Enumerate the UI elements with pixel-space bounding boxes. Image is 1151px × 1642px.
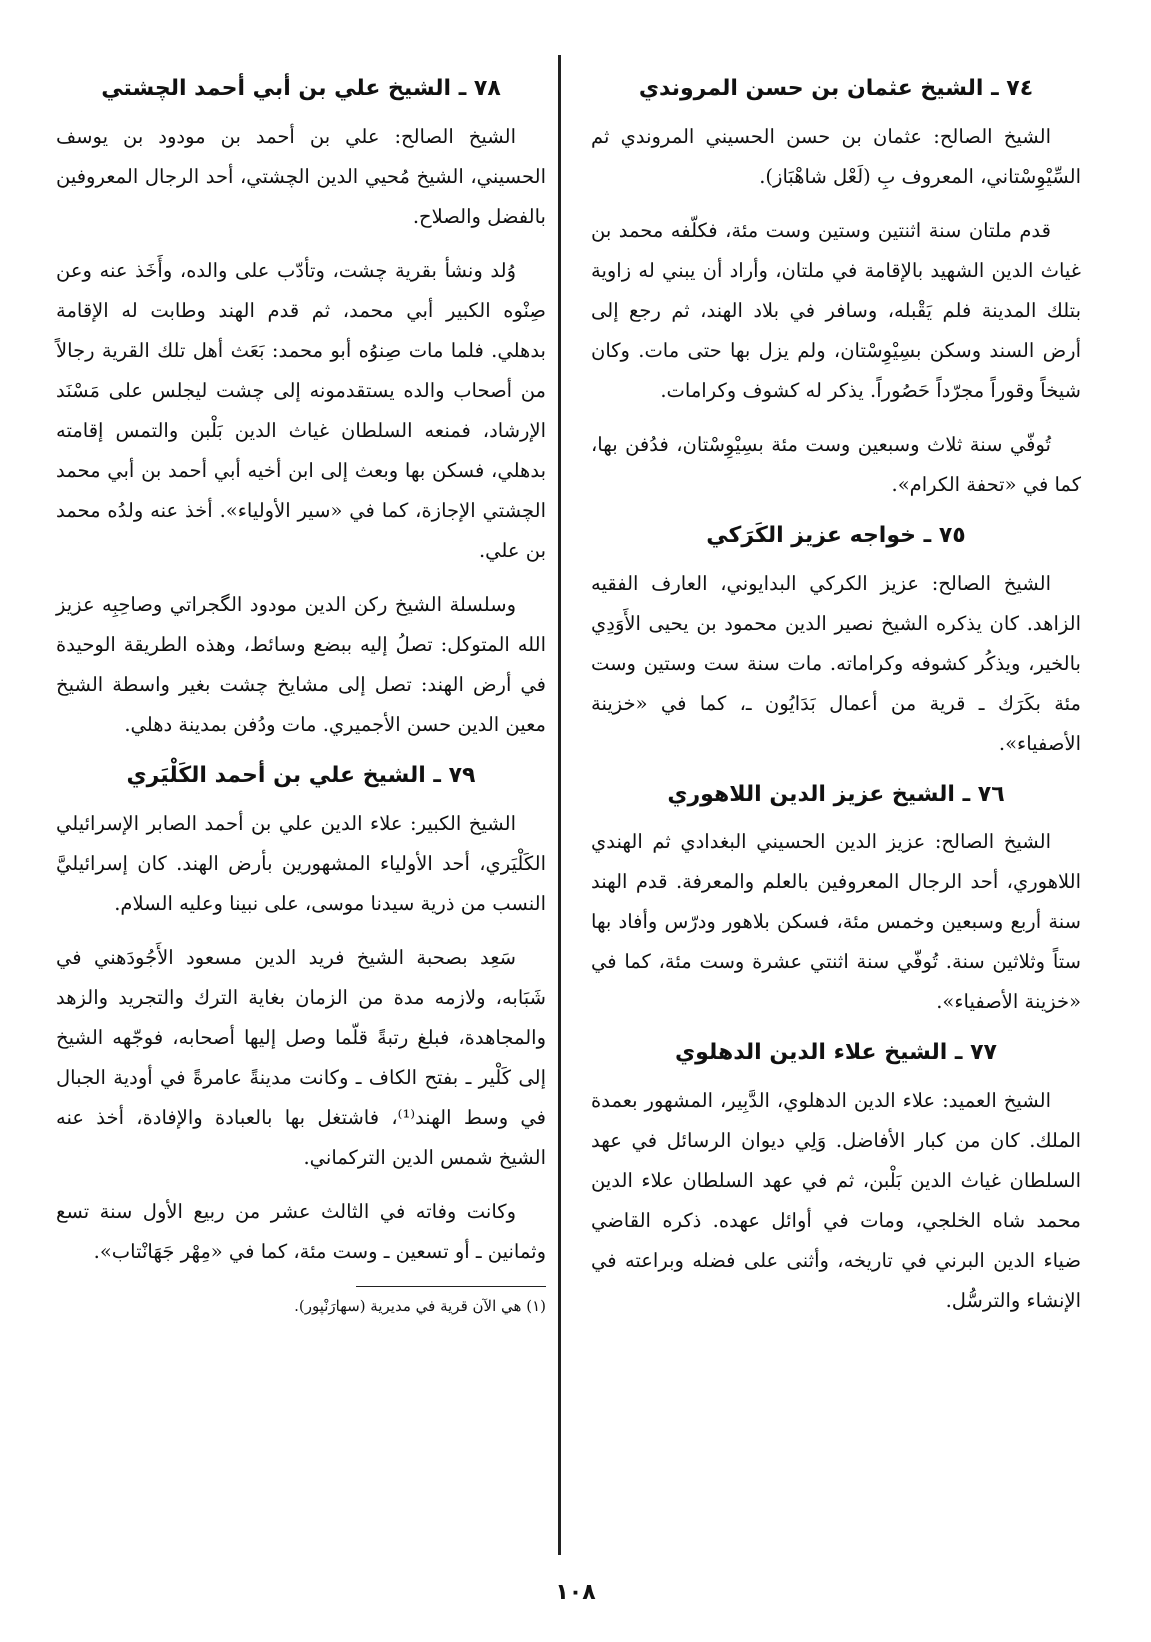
entry-78-paragraph-1: الشيخ الصالح: علي بن أحمد بن مودود بن يوسف الحسيني، الشيخ مُحيي الدين الچشتي، أحد الرجال المعروفين بالفضل والصلاح. xyxy=(56,124,546,228)
page-number: ١٠٨ xyxy=(555,1580,596,1605)
entry-79-paragraph-1: الشيخ الكبير: علاء الدين علي بن أحمد الصابر الإسرائيلي الكَلْيَري، أحد الأولياء المشهورين بأرض الهند. كان إسرائيليَّ النسب من ذرية سيدنا موسى، على نبينا وعليه السلام. xyxy=(56,811,546,915)
entry-74-paragraph-3: تُوفّي سنة ثلاث وسبعين وست مئة بسِيْوِسْتان، فدُفن بها، كما في «تحفة الكرام». xyxy=(591,432,1081,496)
entry-heading-75: ٧٥ ـ خواجه عزيز الكَرَكي xyxy=(706,522,966,548)
entry-heading-78: ٧٨ ـ الشيخ علي بن أبي أحمد الچشتي xyxy=(101,76,501,101)
entry-78-paragraph-2: وُلد ونشأ بقرية چشت، وتأدّب على والده، وأَخَذ عنه وعن صِنْوه الكبير أبي محمد، ثم قدم الهند وطابت له الإقامة بدهلي. فلما مات صِنوُه أبو محمد: بَعَث أهل تلك القرية رجالاً من أصحاب والده يستقدمونه إلى چشت ليجلس على مَسْنَد الإرشاد، فمنعه السلطان غياث الدين بَلْبن والتمس إقامته بدهلي، فسكن بها وبعث إلى ابن أخيه أبي أحمد بن أبي محمد الچشتي الإجازة، كما في «سير الأولياء». أخذ عنه ولدُه محمد بن علي. xyxy=(56,258,546,562)
entry-74-paragraph-1: الشيخ الصالح: عثمان بن حسن الحسيني المروندي ثم السِّيْوِسْتاني، المعروف بِ (لَعْل شاهْبَاز). xyxy=(591,124,1081,188)
entry-75-paragraph-1: الشيخ الصالح: عزيز الكركي البدايوني، العارف الفقيه الزاهد. كان يذكره الشيخ نصير الدين محمود بن يحيى الأَوَدِي بالخير، ويذكُر كشوفه وكراماته. مات سنة ست وستين وست مئة بكَرَك ـ قرية من أعمال بَدَايُون ـ، كما في «خزينة الأصفياء». xyxy=(591,571,1081,755)
footnote: (١) هي الآن قرية في مديرية (سهارَنْپور). xyxy=(294,1296,546,1315)
right-column xyxy=(591,60,1081,1335)
entry-78-paragraph-3: وسلسلة الشيخ ركن الدين مودود الگجراتي وصاحِبِه عزيز الله المتوكل: تصلُ إليه ببضع وسائط، وهذه الطريقة الوحيدة في أرض الهند: تصل إلى مشايخ چشت بغير واسطة الشيخ معين الدين حسن الأجميري. مات ودُفن بمدينة دهلي. xyxy=(56,592,546,736)
entry-79-paragraph-3: وكانت وفاته في الثالث عشر من ربيع الأول سنة تسع وثمانين ـ أو تسعين ـ وست مئة، كما في «مِهْر جَهَانْتاب». xyxy=(56,1199,546,1263)
entry-74-paragraph-2: قدم ملتان سنة اثنتين وستين وست مئة، فكلّفه محمد بن غياث الدين الشهيد بالإقامة في ملتان، وأراد أن يبني له زاوية بتلك المدينة فلم يَقْبله، وسافر في بلاد الهند، ثم رجع إلى أرض السند وسكن بسِيْوِسْتان، ولم يزل بها حتى مات. وكان شيخاً وقوراً مجرّداً حَصُوراً. يذكر له كشوف وكرامات. xyxy=(591,218,1081,402)
column-divider xyxy=(558,55,561,1555)
footnote-separator xyxy=(356,1286,546,1287)
entry-heading-77: ٧٧ ـ الشيخ علاء الدين الدهلوي xyxy=(675,1040,997,1066)
entry-heading-79: ٧٩ ـ الشيخ علي بن أحمد الكَلْيَري xyxy=(126,762,476,788)
entry-77-paragraph-1: الشيخ العميد: علاء الدين الدهلوي، الدَّبِير، المشهور بعمدة الملك. كان من كبار الأفاضل. وَلِي ديوان الرسائل في عهد السلطان غياث الدين بَلْبن، ثم في عهد السلطان علاء الدين محمد شاه الخلجي، ومات في أوائل عهده. ذكره القاضي ضياء الدين البرني في تاريخه، وأثنى على فضله وبراعته في الإنشاء والترسُّل. xyxy=(591,1089,1081,1313)
left-column xyxy=(56,60,546,1319)
entry-heading-76: ٧٦ ـ الشيخ عزيز الدين اللاهوري xyxy=(667,781,1005,807)
entry-76-paragraph-1: الشيخ الصالح: عزيز الدين الحسيني البغدادي ثم الهندي اللاهوري، أحد الرجال المعروفين بالعلم والمعرفة. قدم الهند سنة أربع وسبعين وخمس مئة، فسكن بلاهور ودرّس وأفاد بها ستاً وثلاثين سنة. تُوفّي سنة اثنتي عشرة وست مئة، كما في «خزينة الأصفياء». xyxy=(591,830,1081,1014)
entry-79-paragraph-2: سَعِد بصحبة الشيخ فريد الدين مسعود الأَجُودَهني في شَبَابه، ولازمه مدة من الزمان بغاية الترك والتجريد والزهد والمجاهدة، فبلغ رتبةً قلّما وصل إليها أصحابه، فوجّهه الشيخ إلى كَلْير ـ بفتح الكاف ـ وكانت مدينةً عامرةً في أودية الجبال في وسط الهند⁽¹⁾، فاشتغل بها بالعبادة والإفادة، أخذ عنه الشيخ شمس الدين التركماني. xyxy=(56,945,546,1169)
entry-heading-74: ٧٤ ـ الشيخ عثمان بن حسن المروندي xyxy=(638,76,1034,101)
